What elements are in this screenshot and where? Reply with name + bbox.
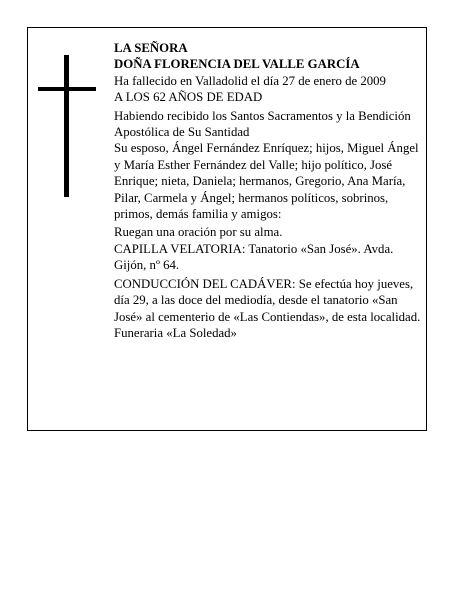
prayer-request: Ruegan una oración por su alma. bbox=[114, 225, 283, 240]
family-paragraph: Su esposo, Ángel Fernández Enríquez; hijos, Miguel Ángel y María Esther Fernández del Valle; hijo político, José Enrique; nieta, Daniela; hermanos, Gregorio, Ana María, Pilar, Carmela y Ángel; hermanos políticos, sobrinos, primos, demás familia y amigos: bbox=[114, 141, 419, 222]
cross-horizontal-bar bbox=[38, 87, 96, 91]
cross-icon bbox=[38, 55, 96, 197]
procession-paragraph bbox=[114, 276, 426, 325]
chapel-paragraph bbox=[114, 241, 426, 274]
obituary-text bbox=[114, 40, 426, 341]
notice-title: LA SEÑORA bbox=[114, 41, 188, 55]
procession-text: Se efectúa hoy jueves, día 29, a las doce del mediodía, desde el tanatorio «San José» al cementerio de «Las Contiendas», de esta localidad. bbox=[114, 276, 421, 324]
procession-label: CONDUCCIÓN DEL CADÁVER: bbox=[114, 276, 296, 291]
chapel-label: CAPILLA VELATORIA: bbox=[114, 241, 246, 256]
death-info: Ha fallecido en Valladolid el día 27 de enero de 2009 bbox=[114, 73, 386, 88]
funeral-home: Funeraria «La Soledad» bbox=[114, 325, 237, 340]
cross-vertical-bar bbox=[64, 55, 69, 197]
sacraments-paragraph: Habiendo recibido los Santos Sacramentos y la Bendición Apostólica de Su Santidad bbox=[114, 108, 411, 140]
age-line: A LOS 62 AÑOS DE EDAD bbox=[114, 90, 263, 105]
deceased-name: DOÑA FLORENCIA DEL VALLE GARCÍA bbox=[114, 57, 360, 72]
chapel-text: Tanatorio «San José». Avda. Gijón, nº 64. bbox=[114, 241, 394, 273]
